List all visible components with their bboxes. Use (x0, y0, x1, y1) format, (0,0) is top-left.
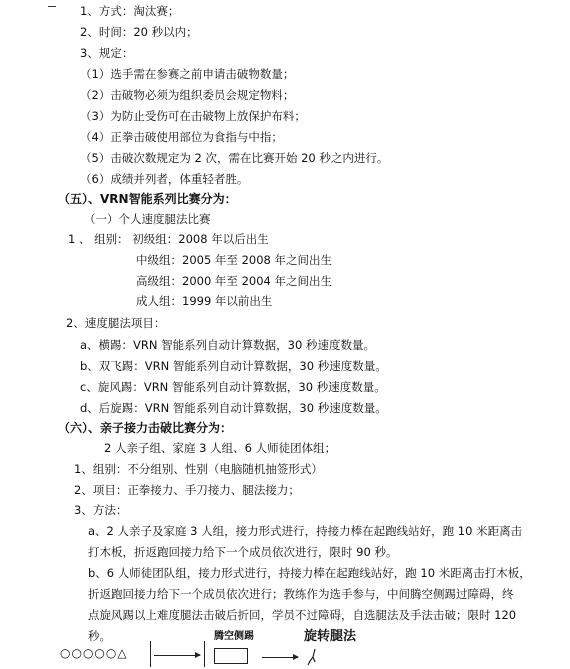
diagram-label-flying-side-kick: 腾空侧踢 (214, 631, 254, 642)
method-b-line2: 折返跑回接力给下一个成员依次进行；教练作为选手参与，中间腾空侧踢过障碍，终 (88, 587, 514, 601)
section-6-heading: （六）、亲子接力击破比赛分为： (58, 421, 233, 435)
group-senior: 高级组：2000 年至 2004 年之间出生 (136, 274, 332, 288)
regulation-2: （2）击破物必须为组织委员会规定物料； (80, 88, 295, 102)
speed-kick-items: 2、速度腿法项目： (66, 316, 166, 330)
method-a-line2: 打木板，折返跑回接力给下一个成员依次进行，限时 90 秒。 (88, 545, 398, 559)
method-b-line1: b、6 人师徒团队组，接力形式进行，持接力棒在起跑线站好，跑 10 米距离击打木板， (88, 566, 531, 580)
method-b-line4: 秒。 (88, 629, 111, 643)
kick-target-icon (306, 647, 320, 667)
diagram-label-spin-kick: 旋转腿法 (304, 629, 357, 644)
item-c: c、旋风踢：VRN 智能系列自动计算数据，30 秒速度数量。 (80, 380, 386, 394)
regulation-5: （5）击破次数规定为 2 次，需在比赛开始 20 秒之内进行。 (80, 151, 389, 165)
diagram-start-marks: ○○○○○△ (60, 646, 128, 660)
item-d: d、后旋踢：VRN 智能系列自动计算数据，30 秒速度数量。 (80, 401, 387, 415)
rule-method: 1、方式：淘汰赛； (80, 4, 180, 18)
rule-time: 2、时间：20 秒以内； (80, 25, 198, 39)
rule-regulations: 3、规定： (80, 46, 134, 60)
regulation-3: （3）为防止受伤可在击破物上放保护布料； (80, 109, 306, 123)
method-a-line1: a、2 人亲子及家庭 3 人组，接力形式进行，持接力棒在起跑线站好，跑 10 米距离击 (88, 524, 523, 538)
subsection-speed-kick: （一）个人速度腿法比赛 (84, 212, 211, 226)
group-junior: 1 、 组别： 初级组：2008 年以后出生 (68, 232, 269, 246)
regulation-4: （4）正拳击破使用部位为食指与中指； (80, 130, 283, 144)
regulation-1: （1）选手需在参赛之前申请击破物数量； (80, 67, 295, 81)
item-b: b、双飞踢：VRN 智能系列自动计算数据，30 秒速度数量。 (80, 359, 387, 373)
method-b-line3: 点旋风踢以上难度腿法击破后折回，学员不过障碍，自选腿法及手法击破；限时 120 (88, 608, 517, 622)
relay-method: 3、方法： (74, 503, 128, 517)
page-corner-mark (48, 0, 56, 7)
group-middle: 中级组：2005 年至 2008 年之间出生 (136, 253, 332, 267)
relay-events: 2、项目：正拳接力、手刀接力、腿法接力； (74, 483, 300, 497)
diagram-obstacle-line (204, 641, 205, 667)
diagram-start-line (150, 641, 151, 667)
relay-category: 1、组别：不分组别、性别（电脑随机抽签形式） (74, 462, 323, 476)
relay-groups: 2 人亲子组、家庭 3 人组、6 人师徒团体组； (104, 441, 337, 455)
diagram-obstacle-box (214, 648, 248, 664)
section-5-heading: （五）、VRN智能系列比赛分为： (58, 192, 237, 206)
group-adult: 成人组：1999 年以前出生 (136, 294, 273, 308)
regulation-6: （6）成绩并列者，体重轻者胜。 (80, 172, 249, 186)
diagram-arrow-2 (262, 657, 298, 658)
diagram-arrow-1 (154, 655, 200, 656)
item-a: a、横踢：VRN 智能系列自动计算数据，30 秒速度数量。 (80, 338, 375, 352)
